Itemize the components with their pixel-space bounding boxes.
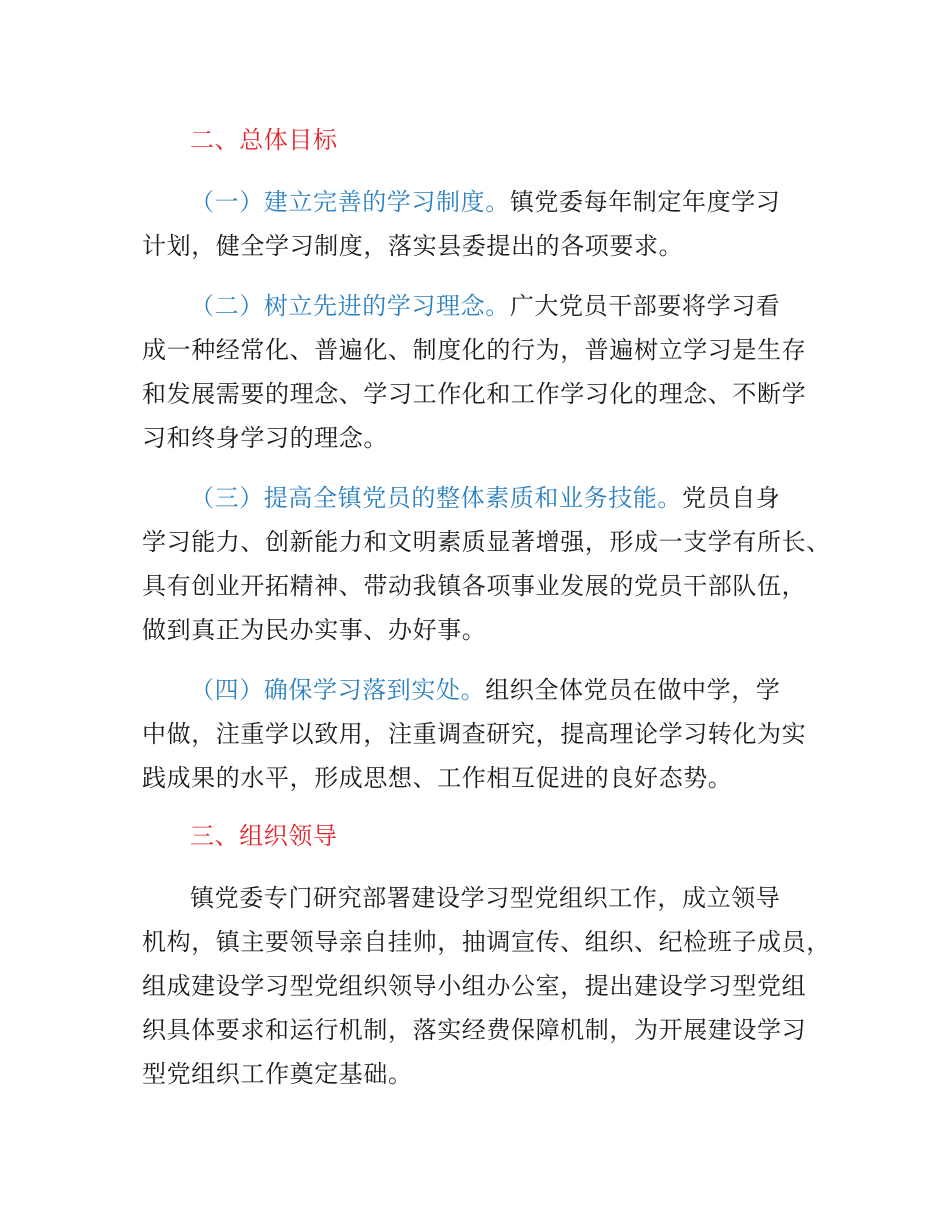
section-3-line-2: 机构，镇主要领导亲自挂帅，抽调宣传、组织、纪检班子成员， [142, 928, 831, 956]
item-4-line-2: 中做，注重学以致用，注重调查研究，提高理论学习转化为实 [142, 720, 807, 748]
item-3-lead: （三）提高全镇党员的整体素质和业务技能。 [190, 484, 682, 512]
item-2-line-1: 广大党员干部要将学习看 [509, 292, 781, 320]
item-3-line-2: 学习能力、创新能力和文明素质显著增强，形成一支学有所长、 [142, 528, 831, 556]
item-2-line-4: 习和终身学习的理念。 [142, 424, 388, 452]
item-2-line-2: 成一种经常化、普遍化、制度化的行为，普遍树立学习是生存 [142, 336, 807, 364]
item-3-line-4: 做到真正为民办实事、办好事。 [142, 616, 487, 644]
section-3-line-3: 组成建设学习型党组织领导小组办公室，提出建设学习型党组 [142, 972, 807, 1000]
section-3-line-1: 镇党委专门研究部署建设学习型党组织工作，成立领导 [190, 884, 781, 912]
paragraph-item-4-first-line [190, 675, 780, 705]
item-1-lead: （一）建立完善的学习制度。 [190, 188, 510, 216]
section-heading-overall-goals: 二、总体目标 [190, 126, 338, 154]
item-3-line-1: 党员自身 [682, 484, 781, 512]
paragraph-item-1-first-line [190, 187, 780, 217]
item-2-lead: （二）树立先进的学习理念。 [190, 292, 510, 320]
paragraph-item-2-first-line [190, 291, 780, 321]
item-4-line-3: 践成果的水平，形成思想、工作相互促进的良好态势。 [142, 764, 733, 792]
section-3-line-5: 型党组织工作奠定基础。 [142, 1060, 413, 1088]
item-3-line-3: 具有创业开拓精神、带动我镇各项事业发展的党员干部队伍， [142, 572, 807, 600]
section-heading-organization-leadership: 三、组织领导 [190, 822, 338, 850]
item-1-line-2: 计划，健全学习制度，落实县委提出的各项要求。 [142, 232, 684, 260]
item-2-line-3: 和发展需要的理念、学习工作化和工作学习化的理念、不断学 [142, 380, 807, 408]
item-4-line-1: 组织全体党员在做中学，学 [485, 676, 781, 704]
paragraph-item-3-first-line [190, 483, 780, 513]
item-4-lead: （四）确保学习落到实处。 [190, 676, 486, 704]
section-3-line-4: 织具体要求和运行机制，落实经费保障机制，为开展建设学习 [142, 1016, 807, 1044]
item-1-line-1: 镇党委每年制定年度学习 [509, 188, 781, 216]
